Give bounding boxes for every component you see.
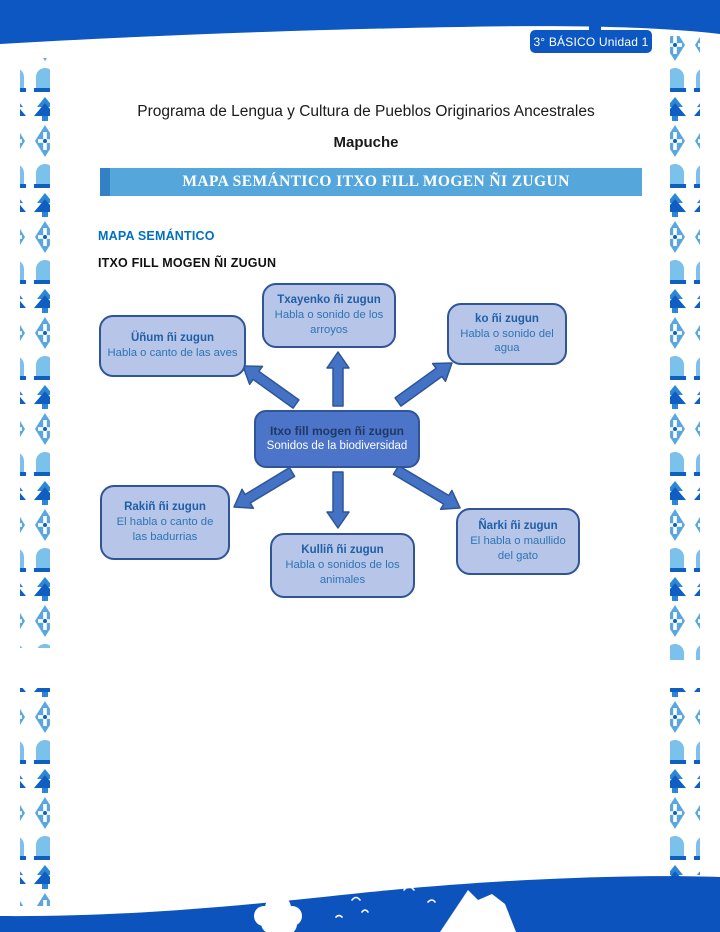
node-title: Itxo fill mogen ñi zugun xyxy=(270,423,404,438)
arrow-up-right-icon xyxy=(395,363,452,406)
node-title: Üñum ñi zugun xyxy=(130,332,215,345)
section-heading: MAPA SEMÁNTICO xyxy=(98,229,215,243)
node-title: Kulliñ ñi zugun xyxy=(301,544,384,557)
node-title: ko ñi zugun xyxy=(475,312,539,325)
subsection-heading: ITXO FILL MOGEN ÑI ZUGUN xyxy=(98,256,277,270)
node-title: Txayenko ñi zugun xyxy=(277,294,381,307)
arrow-down-right-icon xyxy=(394,466,461,510)
node-body: Habla o sonido de los arroyos xyxy=(274,309,384,336)
node-kullin xyxy=(270,533,415,598)
arrow-up-left-icon xyxy=(243,366,299,408)
unit-badge: 3° BÁSICO Unidad 1 xyxy=(530,30,652,53)
ornament-border-right-top xyxy=(670,36,700,660)
node-rakin xyxy=(100,485,230,560)
node-title: Ñarki ñi zugun xyxy=(478,520,558,533)
node-body: Habla o sonidos de los animales xyxy=(285,559,400,586)
node-unum xyxy=(99,315,246,377)
node-txayenko xyxy=(262,283,396,348)
arrow-down-left-icon xyxy=(234,468,295,509)
program-title: Programa de Lengua y Cultura de Pueblos Originarios Ancestrales xyxy=(137,103,595,120)
culture-title: Mapuche xyxy=(333,134,399,151)
node-body: El habla o maullido del gato xyxy=(470,535,566,562)
node-body: El habla o canto de las badurrias xyxy=(116,516,214,543)
node-body: Sonidos de la biodiversidad xyxy=(266,440,408,453)
node-title: Rakiñ ñi zugun xyxy=(124,501,206,514)
arrow-down-icon xyxy=(327,472,349,528)
node-body: Habla o canto de las aves xyxy=(107,347,238,360)
node-ko xyxy=(447,303,567,365)
footer-wave-illustration xyxy=(0,870,720,932)
ornament-border-left-top xyxy=(20,58,50,648)
node-narki xyxy=(456,508,580,575)
banner-title: MAPA SEMÁNTICO ITXO FILL MOGEN ÑI ZUGUN xyxy=(100,168,642,196)
node-body: Habla o sonido del agua xyxy=(460,327,554,355)
arrow-up-icon xyxy=(327,352,349,406)
node-center xyxy=(254,410,420,468)
